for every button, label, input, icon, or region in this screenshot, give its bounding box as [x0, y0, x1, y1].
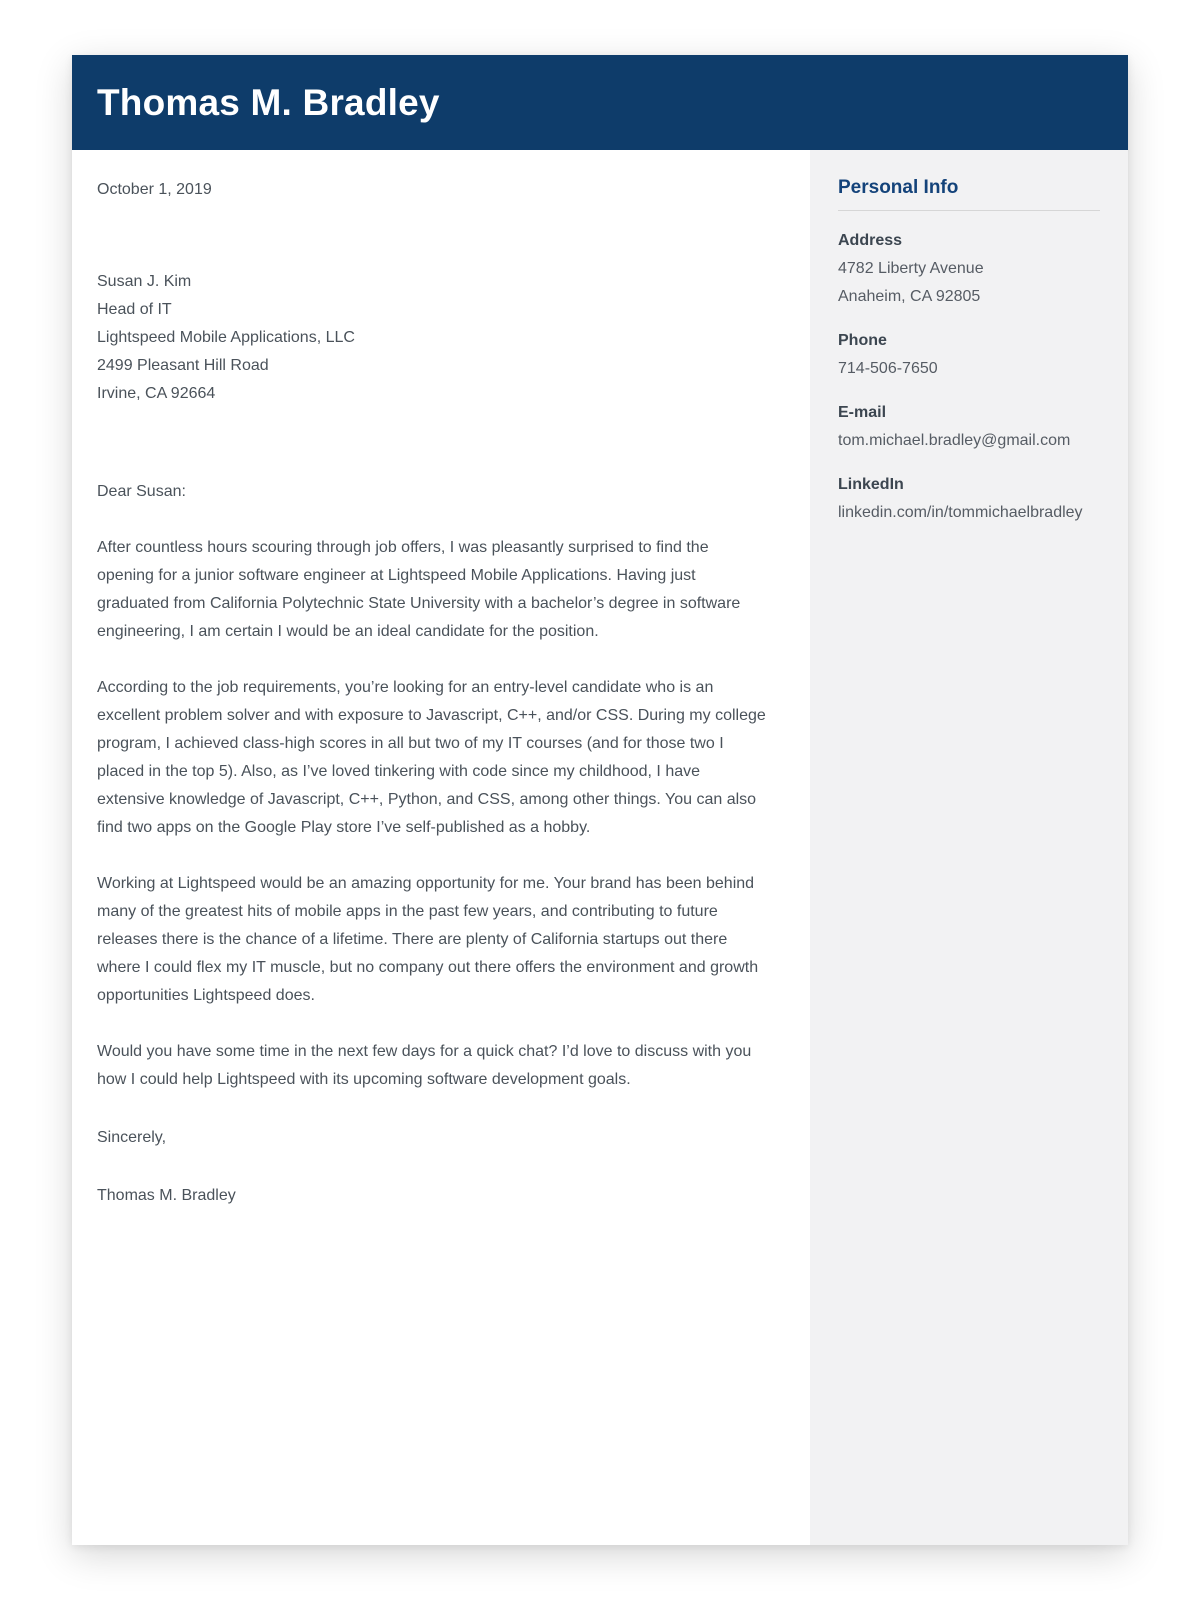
document-body [72, 150, 1128, 1545]
document-header [72, 55, 1128, 150]
info-label-email: E-mail [838, 404, 887, 421]
recipient-line: Susan J. Kim [97, 273, 192, 290]
info-group-linkedin [838, 471, 1100, 527]
personal-info-sidebar [810, 150, 1128, 1545]
info-value-address-line1: 4782 Liberty Avenue [838, 260, 984, 277]
letter-paragraph: According to the job requirements, you’re looking for an entry-level candidate who is an excellent problem solver and with exposure to Javascript, C++, and/or CSS. During my college program, I achieved class-high scores in all but two of my IT courses (and for those two I placed in the top 5). Also, as I’ve loved tinkering with code since my childhood, I have extensive knowledge of Javascript, C++, Python, and CSS, among other things. You can also find two apps on the Google Play store I’ve self-published as a hobby. [97, 679, 766, 836]
letter-paragraph: After countless hours scouring through job offers, I was pleasantly surprised to find the opening for a junior software engineer at Lightspeed Mobile Applications. Having just graduated from California Polytechnic State University with a bachelor’s degree in software engineering, I am certain I would be an ideal candidate for the position. [97, 539, 741, 640]
sidebar-divider [838, 210, 1100, 211]
recipient-line: 2499 Pleasant Hill Road [97, 357, 269, 374]
info-label-linkedin: LinkedIn [838, 476, 904, 493]
recipient-block [97, 268, 768, 408]
recipient-line: Lightspeed Mobile Applications, LLC [97, 329, 355, 346]
info-value-address-line2: Anaheim, CA 92805 [838, 288, 981, 305]
letter-paragraph: Working at Lightspeed would be an amazing opportunity for me. Your brand has been behind many of the greatest hits of mobile apps in the past few years, and contributing to future releases there is the chance of a lifetime. There are plenty of California startups out there where I could flex my IT muscle, but no company out there offers the environment and growth opportunities Lightspeed does. [97, 875, 759, 1004]
document-page [72, 55, 1128, 1545]
info-group-email [838, 399, 1100, 455]
salutation: Dear Susan: [97, 483, 186, 500]
page-title: Thomas M. Bradley [97, 81, 440, 123]
info-value-phone: 714-506-7650 [838, 360, 938, 377]
letter-date: October 1, 2019 [97, 181, 212, 198]
letter-paragraph: Would you have some time in the next few days for a quick chat? I’d love to discuss with you how I could help Lightspeed with its upcoming software development goals. [97, 1043, 752, 1088]
info-label-phone: Phone [838, 332, 887, 349]
info-label-address: Address [838, 232, 903, 249]
info-group-address [838, 227, 1100, 311]
closing: Sincerely, [97, 1129, 167, 1146]
signature: Thomas M. Bradley [97, 1187, 236, 1204]
info-group-phone [838, 327, 1100, 383]
info-value-linkedin: linkedin.com/in/tommichaelbradley [838, 504, 1083, 521]
info-value-email: tom.michael.bradley@gmail.com [838, 432, 1071, 449]
recipient-line: Head of IT [97, 301, 172, 318]
sidebar-title: Personal Info [838, 177, 959, 198]
letter-body [72, 150, 810, 1545]
recipient-line: Irvine, CA 92664 [97, 385, 216, 402]
